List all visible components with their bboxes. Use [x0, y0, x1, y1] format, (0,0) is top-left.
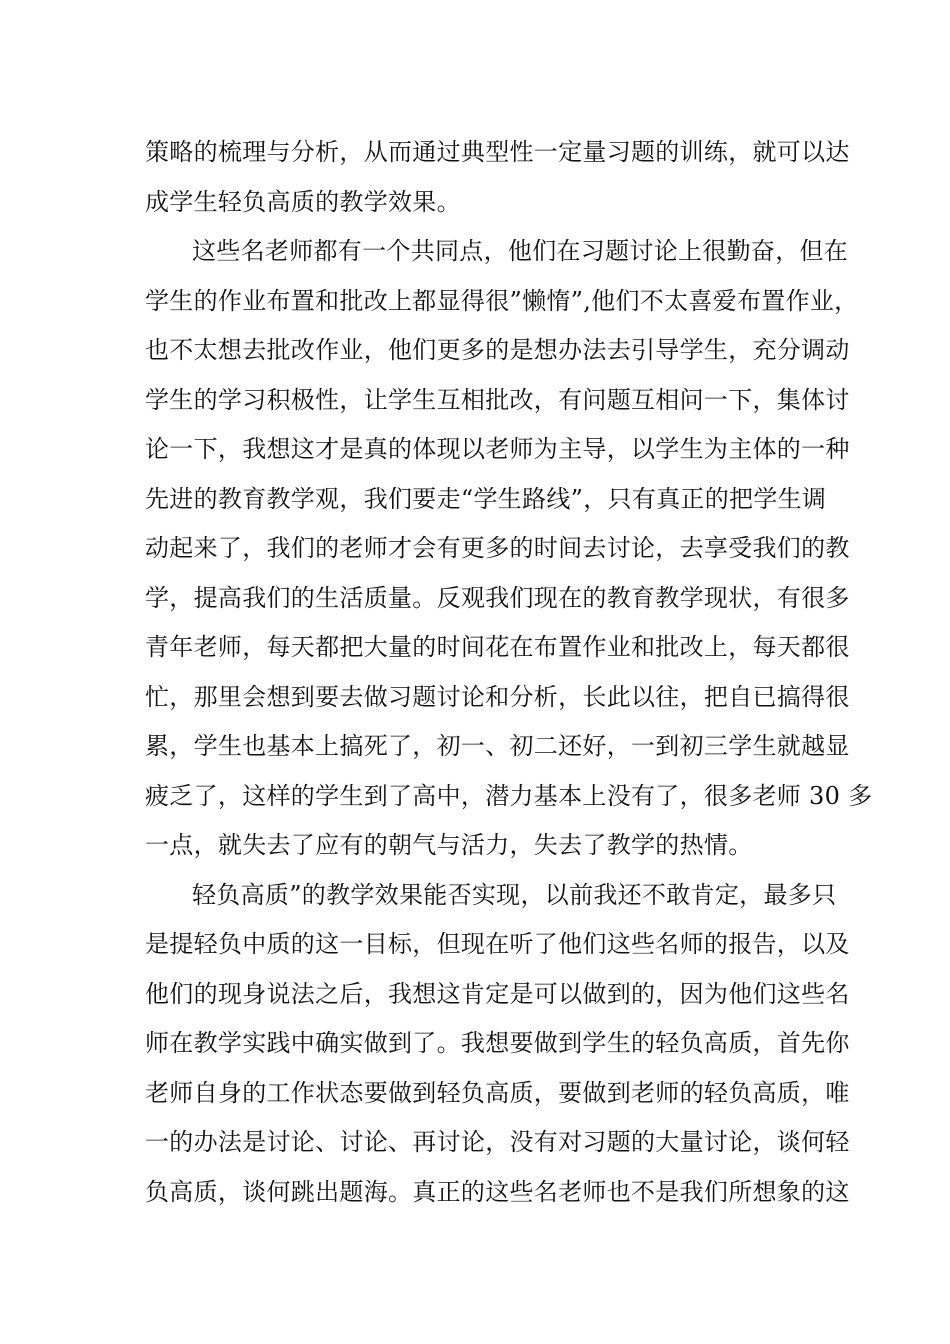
text-line: 负高质，谈何跳出题海。真正的这些名老师也不是我们所想象的这 [145, 1177, 850, 1206]
text-line: 师在教学实践中确实做到了。我想要做到学生的轻负高质，首先你 [145, 1029, 850, 1057]
text-line: 一的办法是讨论、讨论、再讨论，没有对习题的大量讨论，谈何轻 [145, 1128, 850, 1156]
text-line: 学生的作业布置和批改上都显得很”懒惰”,他们不太喜爱布置作业， [145, 286, 859, 315]
text-line: 疲乏了，这样的学生到了高中，潜力基本上没有了，很多老师 30 多 [145, 781, 873, 810]
body-text [145, 128, 873, 1217]
text-line: 也不太想去批改作业，他们更多的是想办法去引导学生，充分调动 [145, 336, 850, 364]
text-line: 他们的现身说法之后，我想这肯定是可以做到的，因为他们这些名 [145, 979, 850, 1008]
text-line: 学生的学习积极性，让学生互相批改，有问题互相问一下，集体讨 [145, 385, 850, 414]
text-line: 这些名老师都有一个共同点，他们在习题讨论上很勤奋，但在 [192, 237, 849, 265]
paragraph-1 [145, 128, 850, 227]
text-line: 学，提高我们的生活质量。反观我们现在的教育教学现状，有很多 [145, 583, 850, 612]
text-line: 论一下，我想这才是真的体现以老师为主导，以学生为主体的一种 [145, 435, 850, 463]
text-line: 忙，那里会想到要去做习题讨论和分析，长此以往，把自已搞得很 [145, 682, 850, 711]
text-line: 成学生轻负高质的教学效果。 [145, 187, 461, 216]
text-line: 先进的教育教学观，我们要走“学生路线”，只有真正的把学生调 [145, 484, 827, 513]
text-line: 策略的梳理与分析，从而通过典型性一定量习题的训练，就可以达 [145, 138, 850, 166]
text-line: 是提轻负中质的这一目标，但现在听了他们这些名师的报告，以及 [145, 930, 850, 958]
text-line: 动起来了，我们的老师才会有更多的时间去讨论，去享受我们的教 [145, 534, 850, 562]
text-line: 累，学生也基本上搞死了，初一、初二还好，一到初三学生就越显 [145, 732, 850, 760]
paragraph-2 [145, 227, 873, 871]
text-line: 老师自身的工作状态要做到轻负高质，要做到老师的轻负高质，唯 [145, 1078, 850, 1107]
text-line: 青年老师，每天都把大量的时间花在布置作业和批改上，每天都很 [145, 633, 850, 661]
paragraph-3 [145, 871, 850, 1218]
text-line: 一点，就失去了应有的朝气与活力，失去了教学的热情。 [145, 831, 753, 859]
text-line: 轻负高质”的教学效果能否实现，以前我还不敢肯定，最多只 [192, 880, 837, 909]
